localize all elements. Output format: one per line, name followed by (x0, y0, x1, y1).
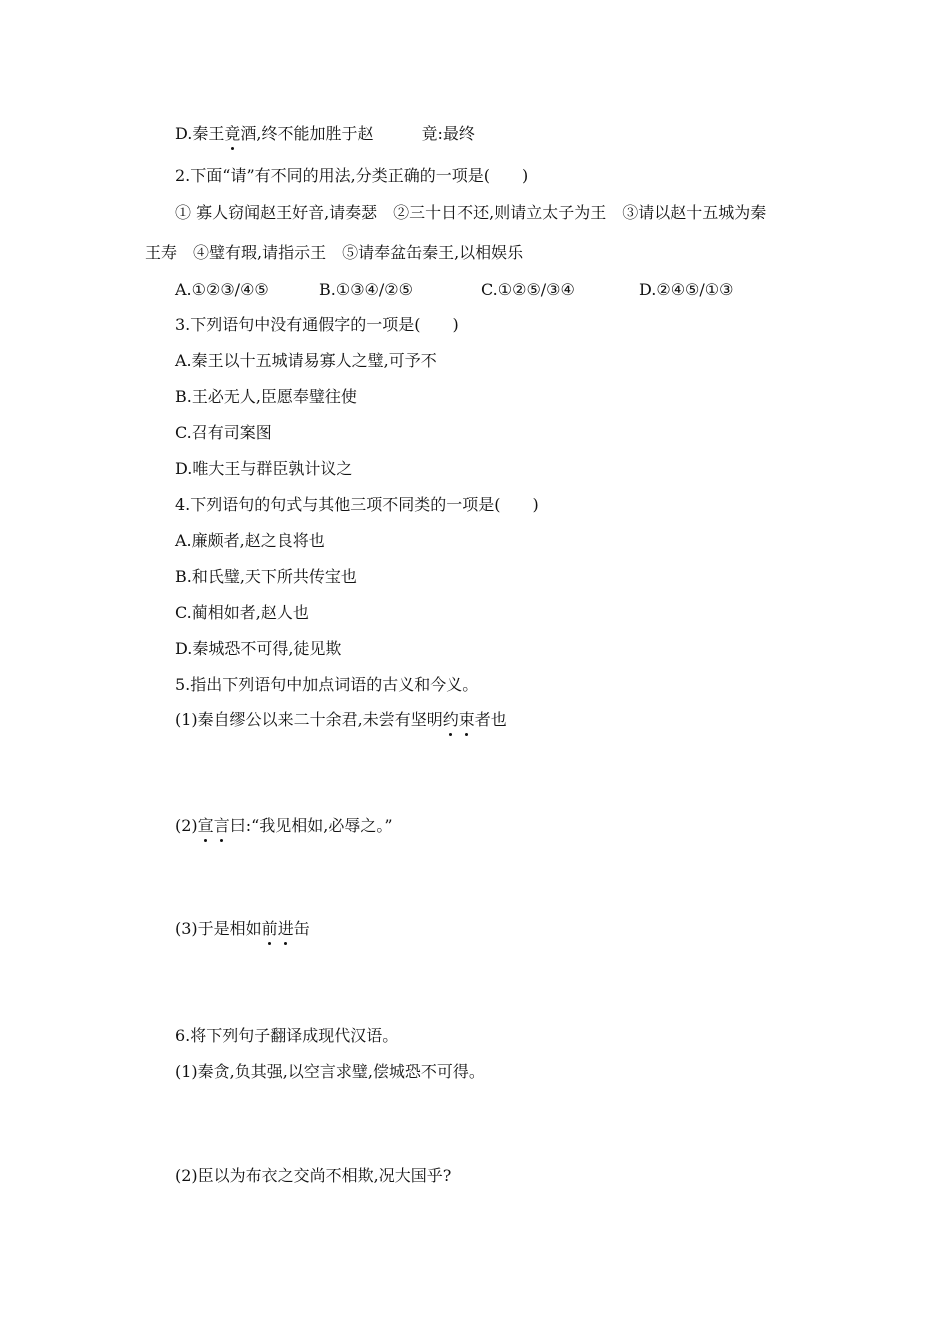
q5-stem: 5.指出下列语句中加点词语的古义和今义。 (175, 675, 479, 694)
q5-s1-text: (1)秦自缪公以来二十余君,未尝有坚明 (175, 710, 443, 729)
emphasis-dot-char: 束 (458, 710, 475, 729)
q2-option-c: C.①②⑤/③④ (481, 280, 575, 299)
q5-s3-text: (3)于是相如 (175, 919, 262, 938)
q4-option-a: A.廉颇者,赵之良将也 (175, 531, 325, 550)
q5-s2-text-rest: 曰:“我见相如,必辱之。” (229, 816, 393, 835)
q3-option-a: A.秦王以十五城请易寡人之璧,可予不 (175, 351, 437, 370)
emphasis-dot-char: 宣 (197, 816, 214, 835)
q5-s1-text-rest: 者也 (474, 710, 507, 729)
q3-option-c: C.召有司案图 (175, 423, 272, 442)
q3-option-d: D.唯大王与群臣孰计议之 (175, 459, 353, 478)
q5-sentence-2 (175, 816, 393, 836)
emphasis-dot-char: 前 (261, 919, 278, 938)
q6-stem: 6.将下列句子翻译成现代汉语。 (175, 1026, 399, 1045)
q4-option-c: C.蔺相如者,赵人也 (175, 603, 309, 622)
q2-sentences-line1: ① 寡人窃闻赵王好音,请奏瑟 ②三十日不还,则请立太子为王 ③请以赵十五城为秦 (175, 203, 767, 222)
emphasis-dot-char: 竟 (224, 124, 241, 143)
q2-option-d: D.②④⑤/①③ (639, 280, 734, 299)
q4-stem: 4.下列语句的句式与其他三项不同类的一项是( ) (175, 495, 539, 514)
q1-option-d-gloss: 竟:最终 (421, 124, 475, 143)
q4-option-d: D.秦城恐不可得,徒见欺 (175, 639, 342, 658)
q5-s3-text-rest: 缶 (293, 919, 310, 938)
q1-option-d (175, 124, 475, 144)
q6-sentence-1: (1)秦贪,负其强,以空言求璧,偿城恐不可得。 (175, 1062, 485, 1081)
q1-option-d-text-rest: 酒,终不能加胜于赵 (240, 124, 374, 143)
emphasis-dot-char: 进 (277, 919, 294, 938)
q2-option-a: A.①②③/④⑤ (175, 280, 269, 299)
q2-sentences-line2: 王寿 ④璧有瑕,请指示王 ⑤请奉盆缶秦王,以相娱乐 (145, 243, 524, 262)
q1-option-d-text: D.秦王 (175, 124, 225, 143)
q5-sentence-3 (175, 919, 310, 939)
q5-s2-number: (2) (175, 816, 198, 835)
emphasis-dot-char: 约 (442, 710, 459, 729)
q3-option-b: B.王必无人,臣愿奉璧往使 (175, 387, 357, 406)
q2-options (175, 280, 733, 300)
q4-option-b: B.和氏璧,天下所共传宝也 (175, 567, 357, 586)
q2-stem: 2.下面“请”有不同的用法,分类正确的一项是( ) (175, 166, 529, 185)
q3-stem: 3.下列语句中没有通假字的一项是( ) (175, 315, 459, 334)
emphasis-dot-char: 言 (213, 816, 230, 835)
q2-option-b: B.①③④/②⑤ (319, 280, 413, 299)
q6-sentence-2: (2)臣以为布衣之交尚不相欺,况大国乎? (175, 1166, 452, 1185)
q5-sentence-1 (175, 710, 507, 730)
